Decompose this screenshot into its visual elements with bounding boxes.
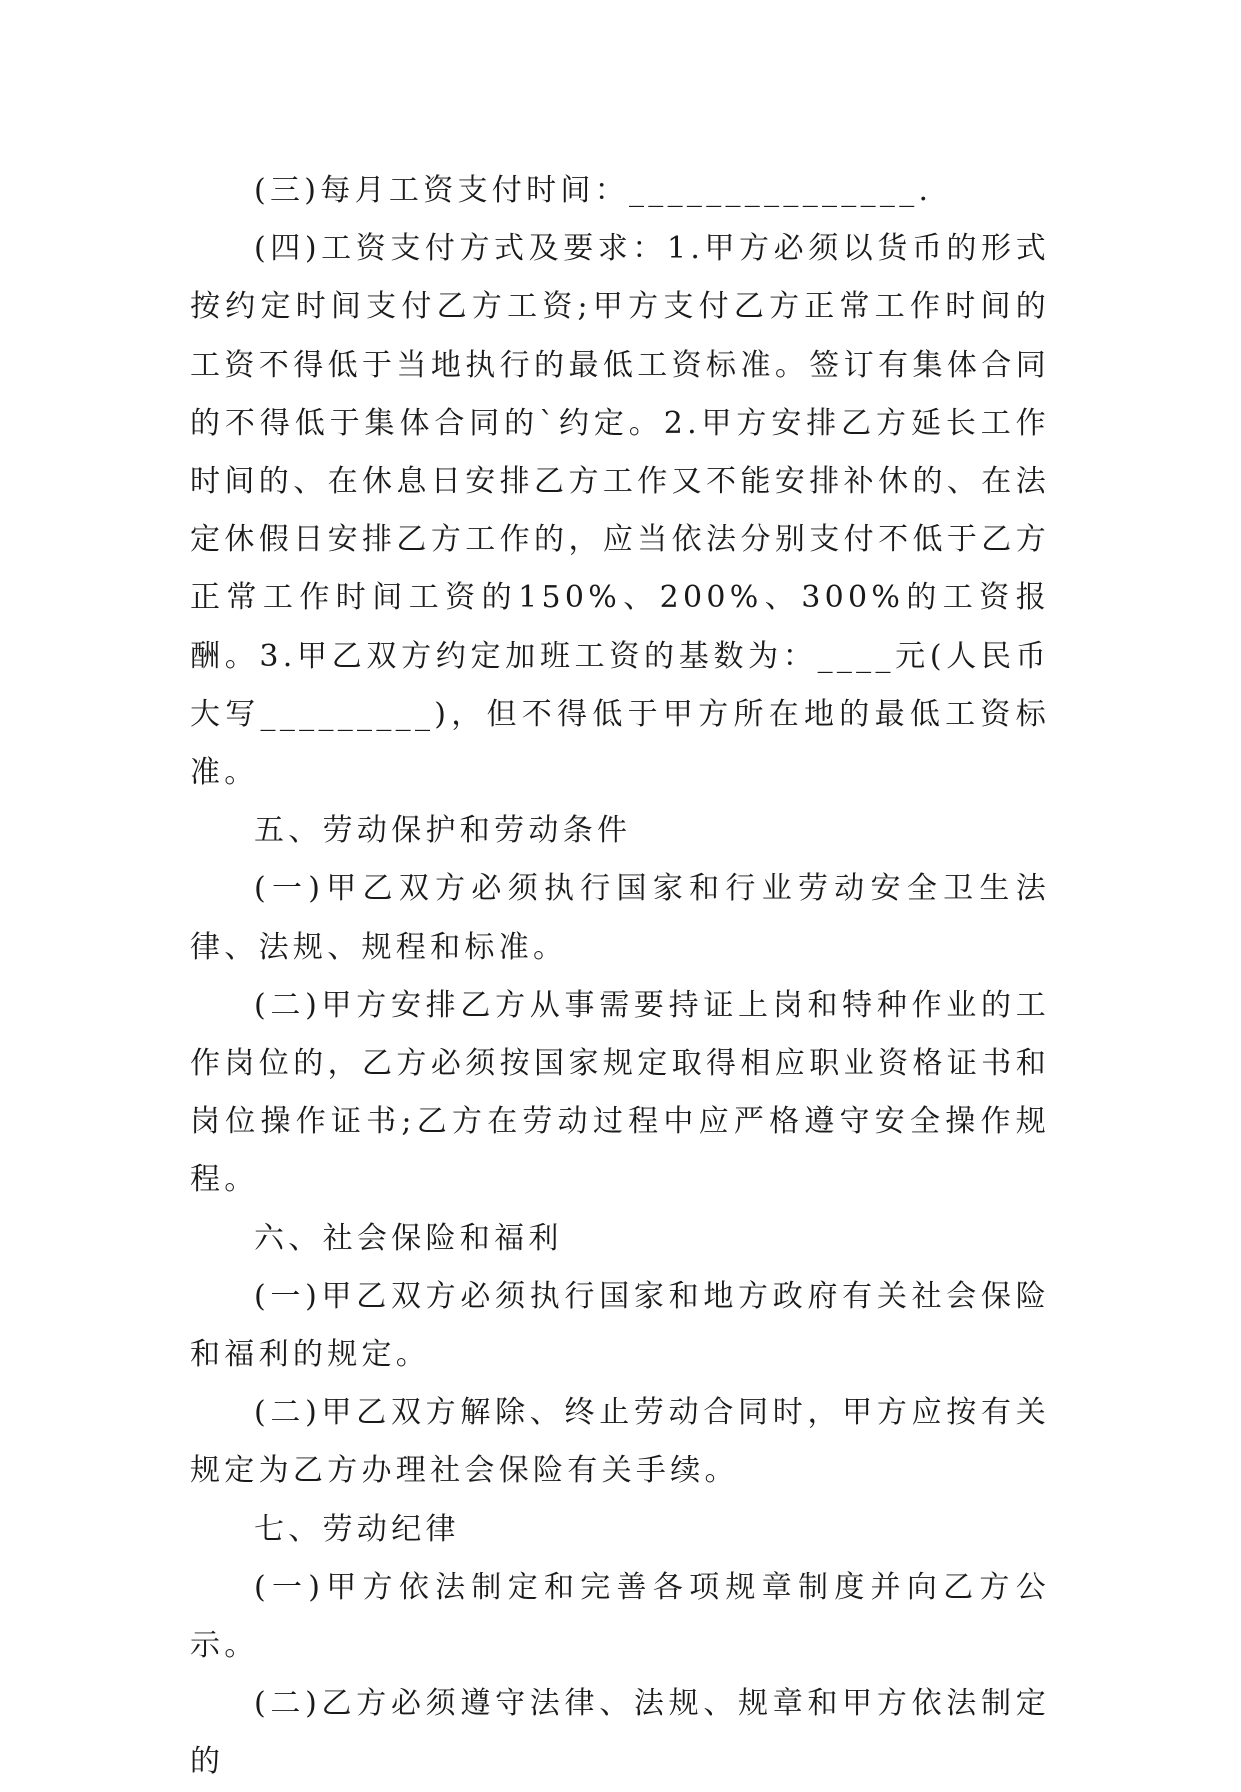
paragraph-insurance-procedures: (二)甲乙双方解除、终止劳动合同时，甲方应按有关规定为乙方办理社会保险有关手续。 — [190, 1395, 1050, 1489]
paragraph-rules-publication: (一)甲方依法制定和完善各项规章制度并向乙方公示。 — [190, 1569, 1050, 1664]
section-heading-labor-discipline: 七、劳动纪律 — [254, 1511, 460, 1547]
document-body — [190, 162, 1050, 1792]
section-heading-labor-protection: 五、劳动保护和劳动条件 — [254, 813, 632, 849]
paragraph-certification: (二)甲方安排乙方从事需要持证上岗和特种作业的工作岗位的，乙方必须按国家规定取得相应职业资格证书和岗位操作证书;乙方在劳动过程中应严格遵守安全操作规程。 — [190, 987, 1050, 1198]
paragraph-safety-laws: (一)甲乙双方必须执行国家和行业劳动安全卫生法律、法规、规程和标准。 — [190, 871, 1050, 965]
paragraph-wage-payment-time: (三)每月工资支付时间：_______________. — [254, 173, 933, 208]
section-heading-social-insurance: 六、社会保险和福利 — [254, 1220, 563, 1256]
paragraph-wage-payment-method: (四)工资支付方式及要求：1.甲方必须以货币的形式按约定时间支付乙方工资;甲方支付乙方正常工作时间的工资不得低于当地执行的最低工资标准。签订有集体合同的不得低于集体合同的`约定。2.甲方安排乙方延长工作时间的、在休息日安排乙方工作又不能安排补休的、在法定休假日安排乙方工作的，应当依法分别支付不低于乙方正常工作时间工资的150%、200%、300%的工资报酬。3.甲乙双方约定加班工资的基数为：____元(人民币大写_________)，但不得低于甲方所在地的最低工资标准。 — [190, 231, 1050, 791]
paragraph-insurance-rules: (一)甲乙双方必须执行国家和地方政府有关社会保险和福利的规定。 — [190, 1278, 1050, 1373]
paragraph-compliance: (二)乙方必须遵守法律、法规、规章和甲方依法制定的 — [190, 1686, 1050, 1780]
